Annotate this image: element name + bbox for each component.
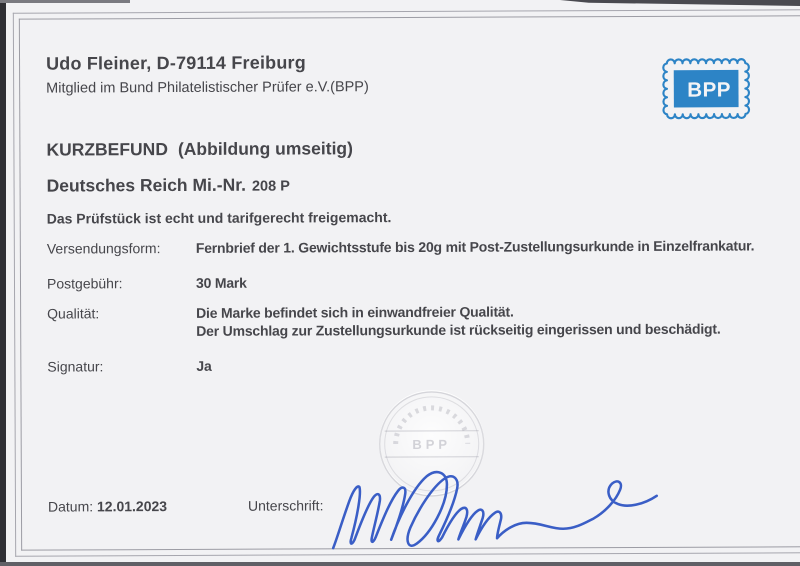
certificate-title-line — [46, 138, 353, 160]
scan-edge-bottom — [0, 562, 800, 566]
quality-line-2: Der Umschlag zur Zustellungsurkunde ist rückseitig eingerissen und beschädigt. — [196, 320, 721, 339]
certificate-sheet — [5, 0, 800, 564]
seal-center-text: BPP — [412, 436, 452, 452]
field-label-versendungsform: Versendungsform: — [46, 240, 161, 257]
field-label-signatur: Signatur: — [47, 358, 104, 375]
signature-label: Unterschrift: — [247, 497, 324, 514]
subject-text: Deutsches Reich Mi.-Nr. — [46, 174, 246, 196]
field-value-qualitaet — [196, 303, 720, 339]
date-line — [48, 498, 167, 515]
quality-line-1: Die Marke befindet sich in einwandfreier Qualität. — [196, 303, 514, 321]
examiner-membership: Mitglied im Bund Philatelistischer Prüfer e.V.(BPP) — [46, 79, 369, 97]
certificate-paper — [6, 0, 800, 562]
authenticity-statement: Das Prüfstück ist echt und tarifgerecht freigemacht. — [46, 209, 392, 227]
subject-line — [47, 175, 290, 197]
subject-number: 208 P — [251, 178, 290, 195]
date-label: Datum: — [47, 498, 94, 515]
field-label-qualitaet: Qualität: — [47, 305, 100, 322]
field-label-postgebuehr: Postgebühr: — [46, 275, 123, 292]
bpp-logo-text: BPP — [687, 78, 732, 102]
scan-edge-top-left — [0, 0, 130, 3]
date-value: 12.01.2023 — [96, 498, 168, 515]
certificate-title: KURZBEFUND — [46, 139, 168, 160]
certificate-title-note: (Abbildung umseitig) — [177, 138, 353, 159]
bpp-stamp-icon — [657, 54, 755, 122]
field-value-versendungsform: Fernbrief der 1. Gewichtsstufe bis 20g mit Post-Zustellungsurkunde in Einzelfrankatur. — [195, 237, 755, 256]
examiner-name: Udo Fleiner, D-79114 Freiburg — [45, 52, 306, 74]
handwritten-signature — [325, 447, 675, 561]
field-value-postgebuehr: 30 Mark — [195, 274, 247, 291]
field-value-signatur: Ja — [196, 357, 212, 374]
